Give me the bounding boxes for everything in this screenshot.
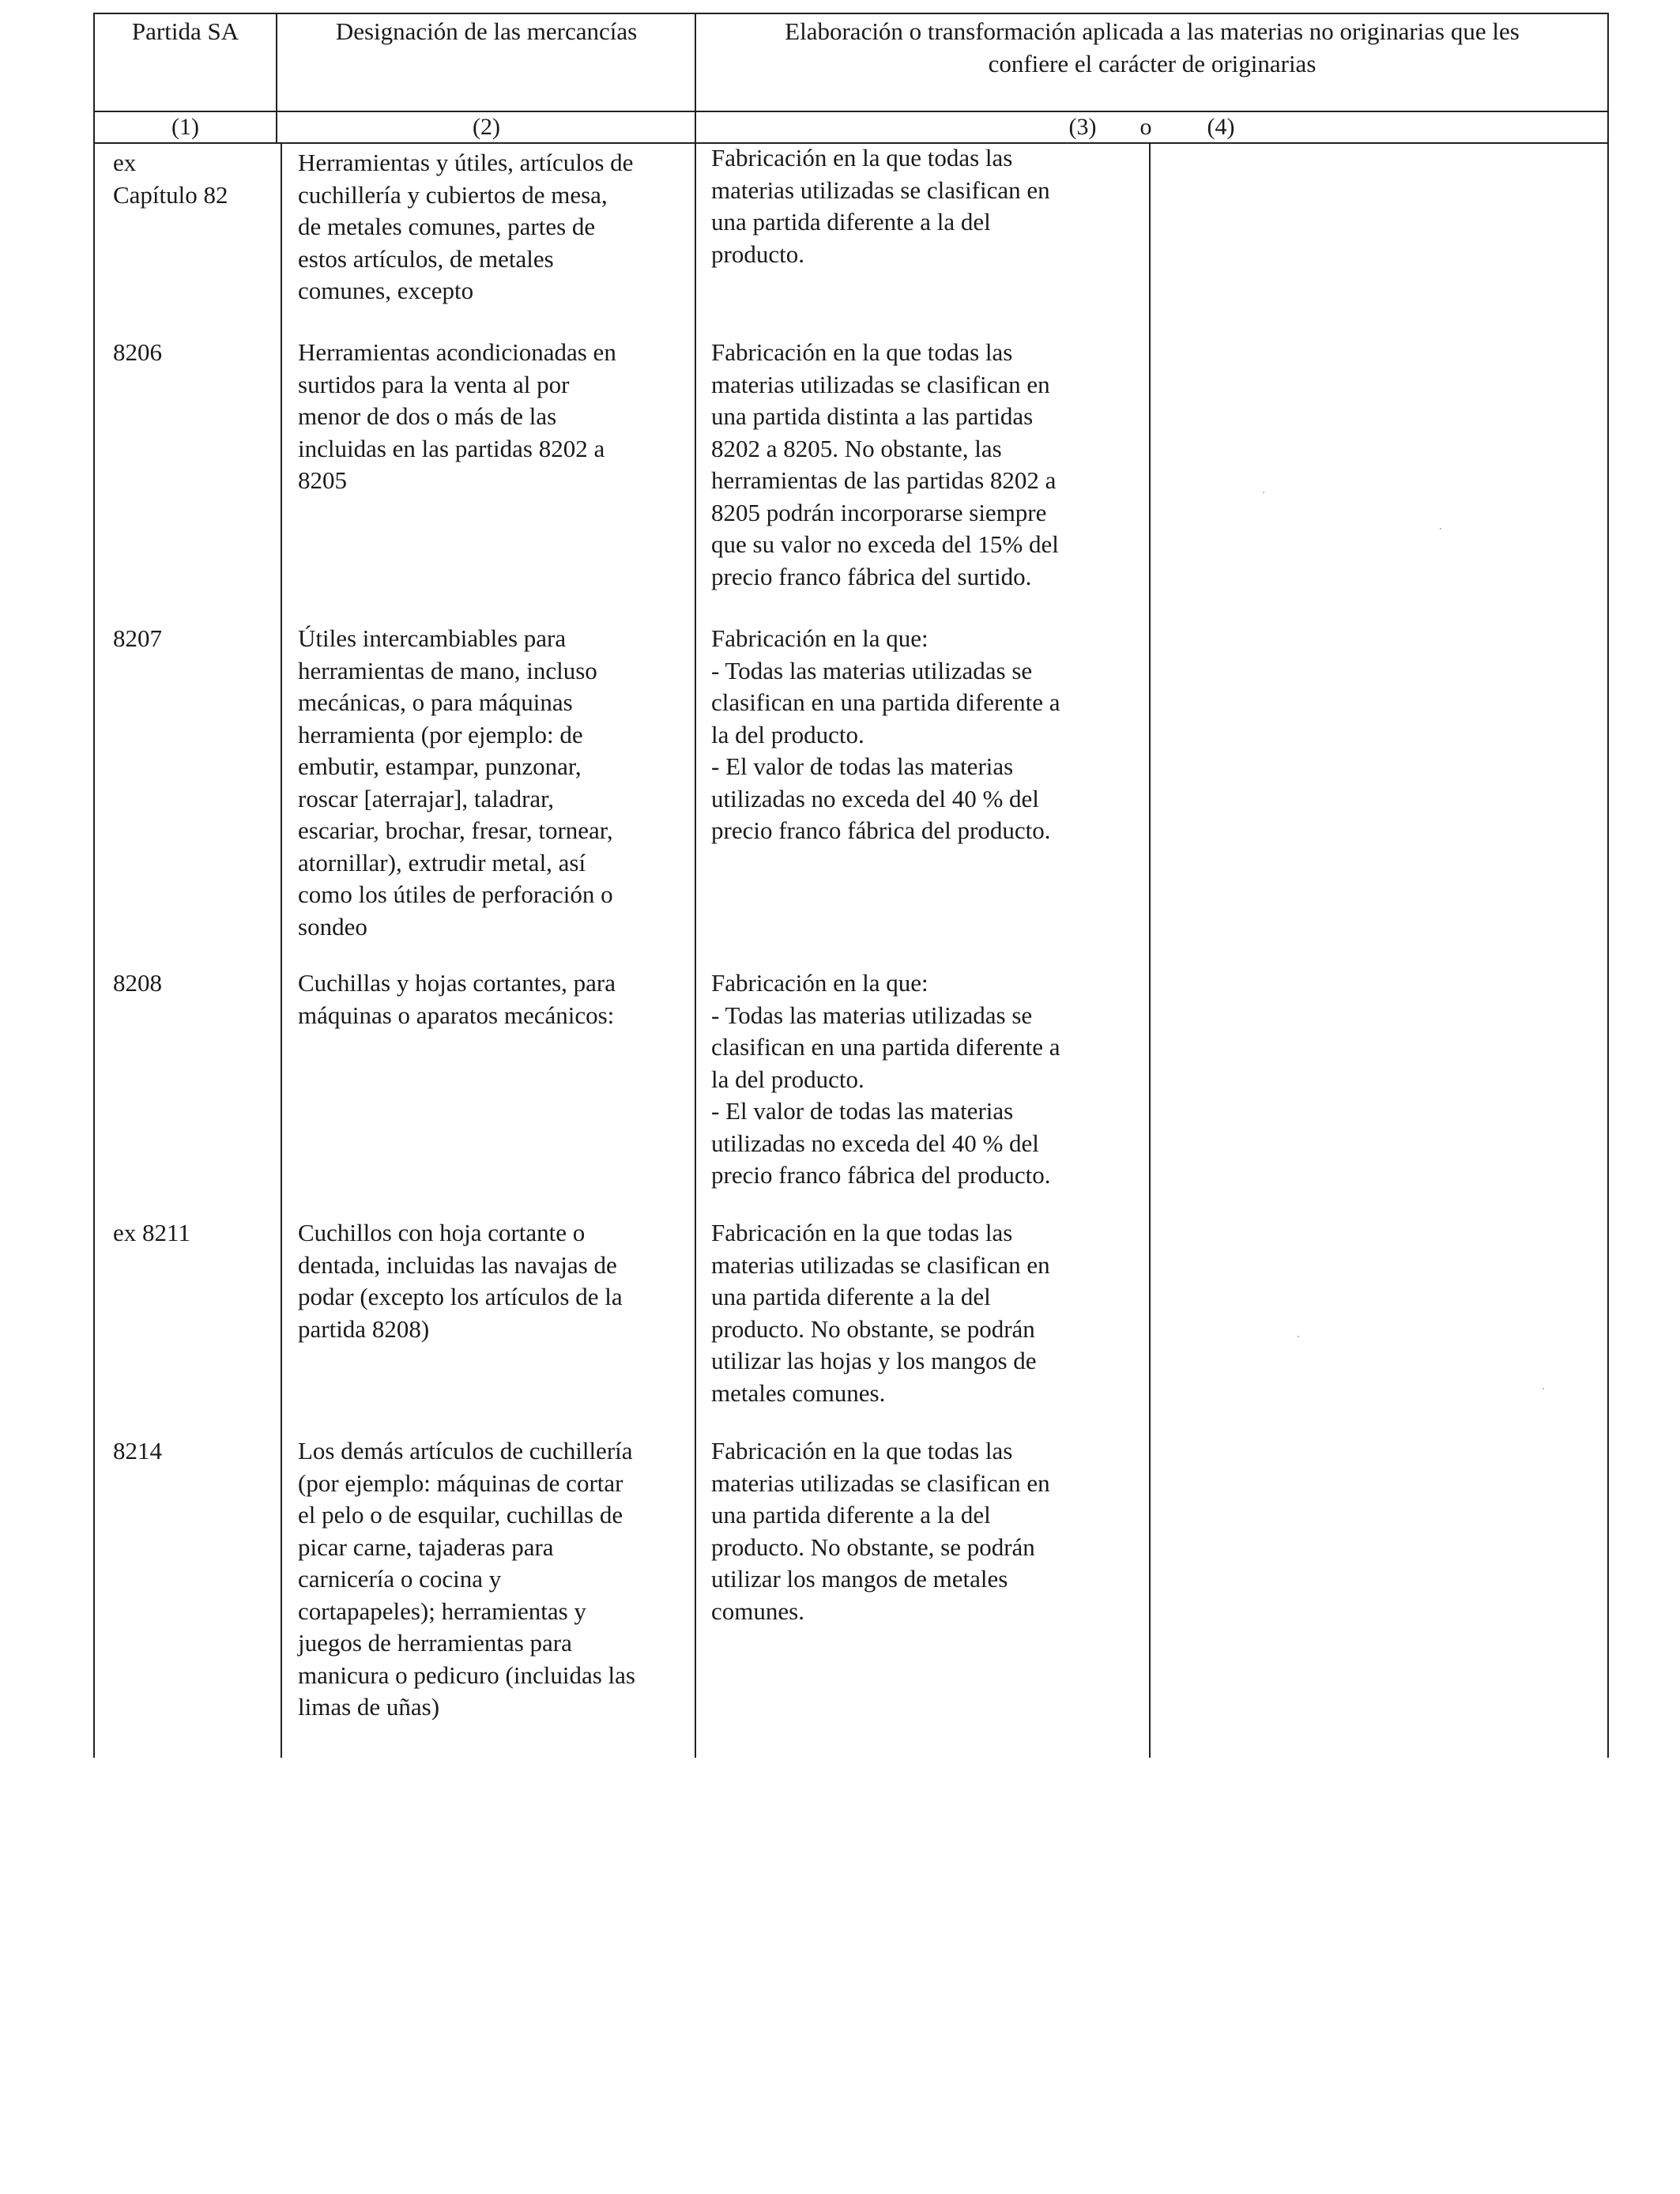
number-col4: (4) xyxy=(1207,114,1235,140)
number-col1: (1) xyxy=(171,114,199,140)
cell-elaboracion: Fabricación en la que todas las materias utilizadas se clasifican en una partida distinta a las partidas 8202 a 8205. No obstante, las herramientas de las partidas 8202 a 8205 podrán incorporarse siempre que su valor no exceda del 15% del precio franco fábrica del surtido. xyxy=(711,338,1059,590)
cell-elaboracion: Fabricación en la que todas las materias utilizadas se clasifican en una partida diferente a la del producto. No obstante, se podrán utilizar los mangos de metales comunes. xyxy=(711,1437,1050,1625)
body-left-border xyxy=(93,142,95,1758)
cell-designacion: Herramientas y útiles, artículos de cuchillería y cubiertos de mesa, de metales comunes, partes de estos artículos, de metales comunes, excepto xyxy=(298,149,634,304)
cell-partida: 8208 xyxy=(113,969,162,997)
cell-partida: 8214 xyxy=(113,1437,162,1465)
scan-speck xyxy=(1440,528,1441,530)
header-designacion: Designación de las mercancías xyxy=(335,17,638,45)
cell-partida: 8207 xyxy=(113,624,162,652)
number-col3: (3) xyxy=(1068,114,1097,140)
body-divider-3 xyxy=(1149,142,1151,1758)
cell-elaboracion: Fabricación en la que: - Todas las materias utilizadas se clasifican en una partida diferente a la del producto. - El valor de todas las materias utilizadas no exceda del 40 % del precio franco fábrica del producto. xyxy=(711,969,1060,1189)
cell-designacion: Cuchillas y hojas cortantes, para máquinas o aparatos mecánicos: xyxy=(298,969,616,1029)
cell-partida: ex Capítulo 82 xyxy=(113,149,228,209)
cell-elaboracion: Fabricación en la que todas las materias utilizadas se clasifican en una partida diferente a la del producto. No obstante, se podrán utilizar las hojas y los mangos de metales comunes. xyxy=(711,1219,1050,1407)
cell-designacion: Cuchillos con hoja cortante o dentada, incluidas las navajas de podar (excepto los artículos de la partida 8208) xyxy=(298,1219,623,1343)
body-right-border xyxy=(1607,142,1609,1758)
header-divider-2 xyxy=(695,13,696,144)
scan-speck xyxy=(1298,1336,1299,1337)
cell-elaboracion: Fabricación en la que todas las materias utilizadas se clasifican en una partida diferente a la del producto. xyxy=(711,144,1050,268)
scan-speck xyxy=(1543,1388,1544,1389)
cell-designacion: Los demás artículos de cuchillería (por ejemplo: máquinas de cortar el pelo o de esquilar, cuchillas de picar carne, tajaderas para carnicería o cocina y cortapapeles); herramientas y juegos de herramientas para manicura o pedicuro (incluidas las limas de uñas) xyxy=(298,1437,635,1721)
header-elaboracion: Elaboración o transformación aplicada a las materias no originarias que les confiere el carácter de originarias xyxy=(785,17,1520,77)
number-connector: o xyxy=(1139,114,1152,140)
cell-designacion: Herramientas acondicionadas en surtidos para la venta al por menor de dos o más de las incluidas en las partidas 8202 a 8205 xyxy=(298,338,616,494)
header-divider-1 xyxy=(276,13,277,144)
body-divider-1 xyxy=(281,142,282,1758)
cell-designacion: Útiles intercambiables para herramientas de mano, incluso mecánicas, o para máquinas herramienta (por ejemplo: de embutir, estampar, punzonar, roscar [aterrajar], taladrar, escariar, brochar, fresar, tornear, atornillar), extrudir metal, así como los útiles de perforación o sondeo xyxy=(298,624,613,941)
number-col2: (2) xyxy=(473,114,500,140)
scan-speck xyxy=(1263,492,1264,493)
body-divider-2 xyxy=(695,142,696,1758)
cell-partida: ex 8211 xyxy=(113,1219,190,1246)
header-right-border xyxy=(1607,13,1609,144)
header-partida: Partida SA xyxy=(131,17,239,45)
cell-elaboracion: Fabricación en la que: - Todas las materias utilizadas se clasifican en una partida diferente a la del producto. - El valor de todas las materias utilizadas no exceda del 40 % del precio franco fábrica del producto. xyxy=(711,624,1060,844)
header-bottom-border xyxy=(93,111,1609,112)
cell-partida: 8206 xyxy=(113,338,162,366)
table-top-border xyxy=(93,13,1609,14)
